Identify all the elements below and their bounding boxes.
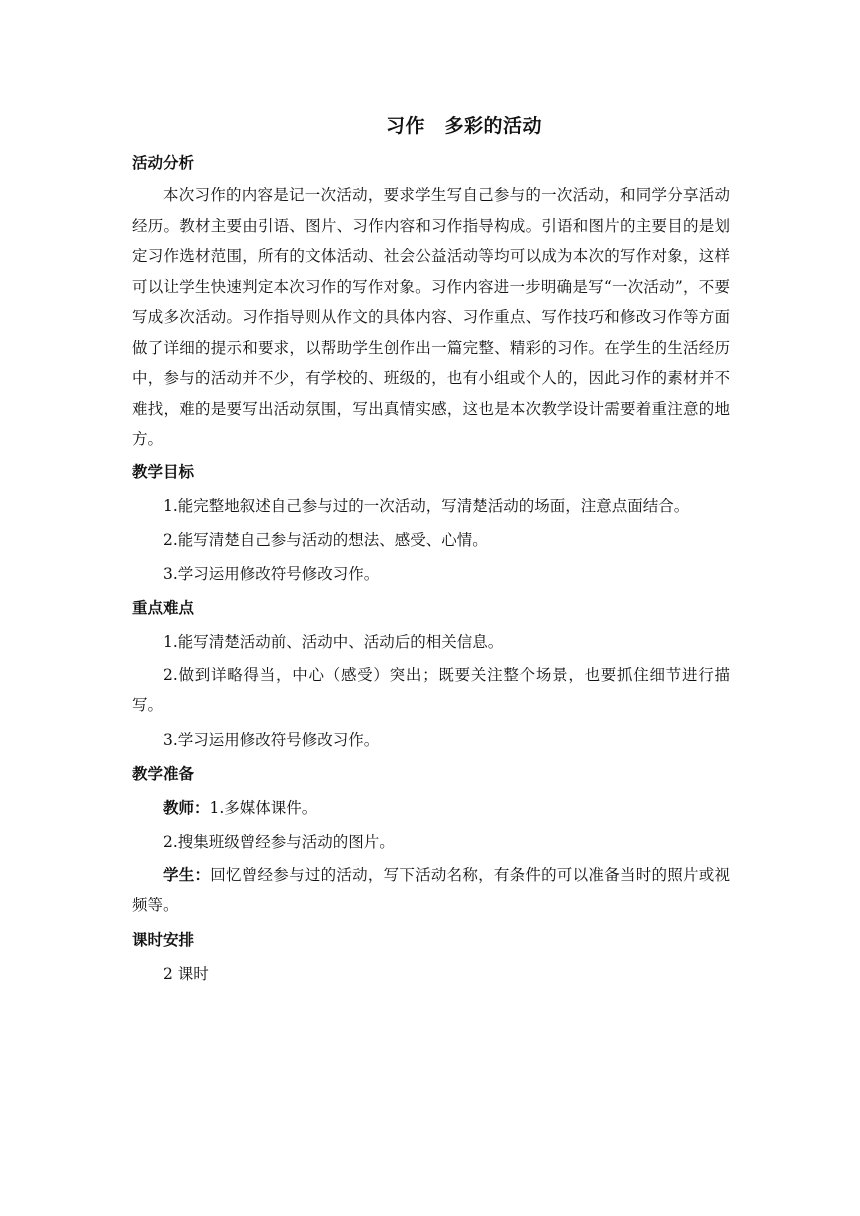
section-heading-keypoints: 重点难点 <box>132 598 195 617</box>
document-page <box>132 112 730 991</box>
schedule-text: 2 课时 <box>163 964 209 983</box>
keypoint-item: 3.学习运用修改符号修改习作。 <box>163 730 380 749</box>
prep-teacher-item: 2.搜集班级曾经参与活动的图片。 <box>163 832 395 851</box>
prep-student-line <box>132 860 730 921</box>
section-heading-schedule: 课时安排 <box>132 930 195 949</box>
teacher-item: 1.多媒体课件。 <box>209 798 318 817</box>
analysis-paragraph: 本次习作的内容是记一次活动，要求学生写自己参与的一次活动，和同学分享活动经历。教材主要由引语、图片、习作内容和习作指导构成。引语和图片的主要目的是划定习作选材范围，所有的文体活动、社会公益活动等均可以成为本次的写作对象，这样可以让学生快速判定本次习作的写作对象。习作内容进一步明确是写“一次活动”，不要写成多次活动。习作指导则从作文的具体内容、习作重点、写作技巧和修改习作等方面做了详细的提示和要求，以帮助学生创作出一篇完整、精彩的习作。在学生的生活经历中，参与的活动并不少，有学校的、班级的，也有小组或个人的，因此习作的素材并不难找，难的是要写出活动氛围，写出真情实感，这也是本次教学设计需要着重注意的地方。 <box>132 186 730 448</box>
document-title: 习作 多彩的活动 <box>385 115 542 137</box>
section-heading-prep: 教学准备 <box>132 764 195 783</box>
goal-item: 2.能写清楚自己参与活动的想法、感受、心情。 <box>163 530 488 549</box>
student-label: 学生： <box>163 865 211 884</box>
goal-item: 1.能完整地叙述自己参与过的一次活动，写清楚活动的场面，注意点面结合。 <box>163 496 690 515</box>
student-text: 回忆曾经参与过的活动，写下活动名称，有条件的可以准备当时的照片或视频等。 <box>132 865 730 914</box>
keypoint-item: 1.能写清楚活动前、活动中、活动后的相关信息。 <box>163 632 504 651</box>
keypoint-item: 2.做到详略得当，中心（感受）突出；既要关注整个场景，也要抓住细节进行描写。 <box>132 665 730 714</box>
section-heading-analysis: 活动分析 <box>132 154 195 172</box>
section-heading-goals: 教学目标 <box>132 462 195 481</box>
goal-item: 3.学习运用修改符号修改习作。 <box>163 564 380 583</box>
prep-teacher-line <box>132 791 730 825</box>
teacher-label: 教师： <box>163 798 210 817</box>
